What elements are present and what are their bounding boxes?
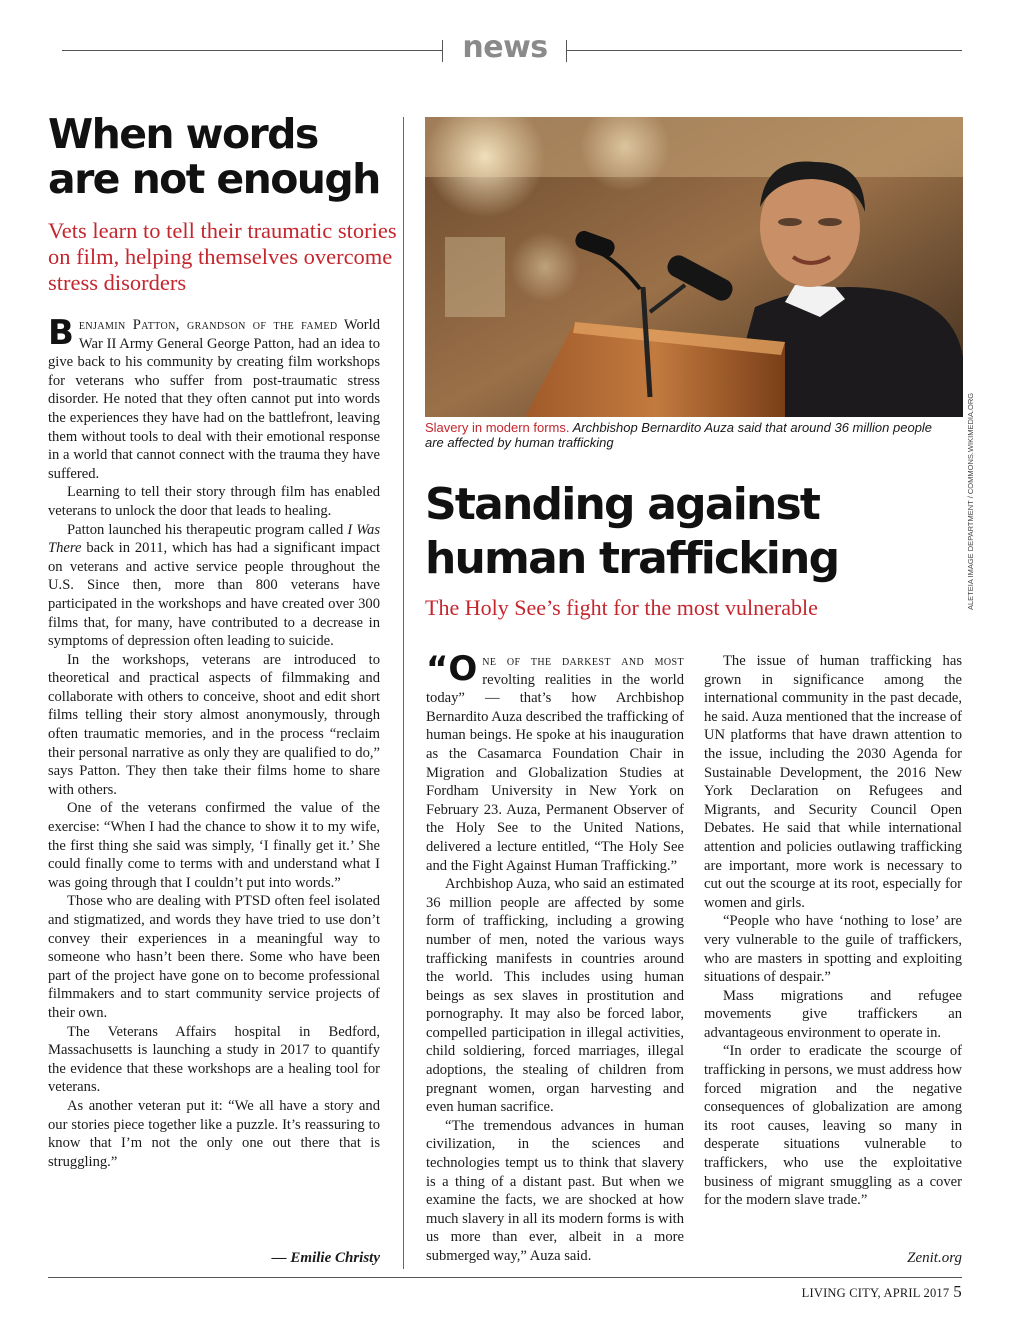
right-paragraph-5: “People who have ‘nothing to lose’ are very vulnerable to the guile of traffickers, who are masters in spotting and exploiting situations of despair.” (704, 913, 962, 986)
section-label: news (462, 30, 548, 65)
left-article-body (48, 313, 380, 1171)
left-paragraph-4: In the workshops, veterans are introduced to theoretical and practical aspects of filmmaking and collaborate with others to conceive, shoot and edit short films telling their story almost anonymously, through often traumatic memories, and in the process “reclaim their personal narrative as only they are qualified to do,” says Patton. They then take their films home to share with others. (48, 651, 380, 798)
archbishop-photo (425, 117, 963, 417)
page-number: 5 (953, 1282, 962, 1301)
left-p3-a: Patton launched his therapeutic program called (67, 521, 348, 538)
left-paragraph-6: Those who are dealing with PTSD often feel isolated and stigmatized, and words they have tried to use don’t convey their experiences in a meaningful way to someone who hasn’t been there. Some who have been part of the project have gone on to become professional filmmakers and to start community service projects of their own. (48, 893, 380, 1021)
photo-caption (425, 420, 945, 450)
left-article-subtitle: Vets learn to tell their traumatic stories on film, helping themselves overcome stress disorders (48, 218, 397, 295)
right-dropcap: “O (426, 649, 478, 689)
right-article-column-1 (426, 649, 684, 1266)
right-paragraph-7: “In order to eradicate the scourge of trafficking in persons, we must address how forced migration and the negative consequences of globalization are among its root causes, leaving so many in desperate situations vulnerable to traffickers, who use the exploitative business of migrant smuggling as a cover for the modern slave trade.” (704, 1043, 962, 1209)
right-paragraph-1 (426, 649, 684, 875)
header-tick-left (442, 40, 443, 62)
right-title-line2: human trafficking (425, 533, 839, 584)
right-p1-text: revolting realities in the world today” — that’s how Archbishop Bernardito Auza described the trafficking of human beings. He spoke at his inauguration as the Casamarca Foundation Chair in Migration and Globalization Studies at Fordham University in New York on February 23. Auza, Permanent Observer of the Holy See to the United Nations, delivered a lecture entitled, “The Holy See and the Fight Against Human Trafficking.” (426, 671, 684, 874)
header-rule-right (566, 50, 962, 51)
right-paragraph-2: Archbishop Auza, who said an estimated 36 million people are affected by some form of trafficking, including a growing number of men, noted the various ways trafficking manifests in countries around the world. This includes using human beings as sex slaves in prostitution and pornography. It may also be forced labor, compelled participation in illegal activities, child soldiering, forced marriages, illegal adoptions, the stealing of children from pregnant women, organ harvesting and even human sacrifice. (426, 876, 684, 1116)
right-article-title (425, 478, 965, 586)
right-lead-caps: ne of the darkest and most (482, 653, 684, 669)
left-article-title (48, 112, 398, 202)
left-paragraph-7: The Veterans Affairs hospital in Bedford, Massachusetts is launching a study in 2017 to quantify the evidence that these workshops are a healing tool for veterans. (48, 1023, 380, 1096)
left-p1-text: World War II Army General George Patton, had an idea to give back to his community by creating film workshops for veterans who suffer from post-traumatic stress disorder. He noted that they often cannot put into words the experiences they have had on the battlefront, leaving them without tools to deal with their emotional response in a world that cannot connect with the trauma they have suffered. (48, 317, 380, 482)
left-paragraph-5: One of the veterans confirmed the value of the exercise: “When I had the chance to show it to my wife, the first thing she said was simply, ‘I finally get it.’ She could finally come to terms with and understand what I was going through that I couldn’t put into words.” (48, 800, 380, 891)
right-paragraph-6: Mass migrations and refugee movements give traffickers an advantageous environment to operate in. (704, 987, 962, 1041)
right-article-column-2 (704, 652, 962, 1210)
right-paragraph-3: “The tremendous advances in human civilization, in the sciences and technologies tempt us to think that slavery is a thing of a distant past. But when we examine the facts, we are shocked at how much slavery in all its modern forms is with us more than ever, albeit in a more submerged way,” Auza said. (426, 1117, 684, 1264)
publication-name: LIVING CITY, APRIL 2017 (801, 1286, 950, 1300)
left-title-line2: are not enough (48, 155, 380, 203)
right-source: Zenit.org (907, 1250, 962, 1266)
caption-lead: Slavery in modern forms. (425, 420, 570, 435)
header-rule-left (62, 50, 442, 51)
left-title-line1: When words (48, 110, 318, 158)
left-paragraph-3 (48, 521, 380, 651)
page-folio (700, 1282, 962, 1302)
right-paragraph-4: The issue of human trafficking has grown in significance among the international community in the past decade, he said. Auza mentioned that the increase of UN platforms that have drawn attention to the issue, including the 2030 Agenda for Sustainable Development, the 2016 New York Declaration on Refugees and Migrants, and Security Council Open Debates. He said that while international attention and policies outlawing trafficking are important, more work is necessary to cut out the scourge at its root, especially for women and girls. (704, 653, 962, 911)
program-name: I Was There (48, 521, 380, 557)
left-paragraph-8: As another veteran put it: “We all have a story and our stories piece together like a puzzle. It’s reassuring to know that I’m not the only one out there that is struggling.” (48, 1097, 380, 1170)
left-paragraph-2: Learning to tell their story through film has enabled veterans to unlock the door that leads to healing. (48, 484, 380, 519)
column-divider (403, 117, 404, 1269)
left-p3-b: back in 2011, which has had a significant impact on veterans and active service people throughout the U.S. Since then, more than 800 veterans have participated in the workshops and have created over 300 films that, for many, have contributed to a decrease in symptoms of depression often leading to suicide. (48, 540, 380, 650)
right-article-subtitle: The Holy See’s fight for the most vulnerable (425, 595, 818, 620)
left-byline: — Emilie Christy (271, 1250, 380, 1266)
photo-illustration (425, 117, 963, 417)
right-title-line1: Standing against (425, 479, 820, 530)
left-lead-caps: enjamin Patton, grandson of the famed (78, 317, 338, 333)
header-tick-right (566, 40, 567, 62)
left-dropcap: B (48, 313, 74, 353)
photo-credit: ALETEIA IMAGE DEPARTMENT / COMMONS.WIKIMEDIA.ORG (966, 392, 975, 610)
left-paragraph-1 (48, 313, 380, 483)
footer-rule (48, 1277, 962, 1278)
caption-text: Archbishop Bernardito Auza said that around 36 million people are affected by human trafficking (425, 420, 933, 450)
